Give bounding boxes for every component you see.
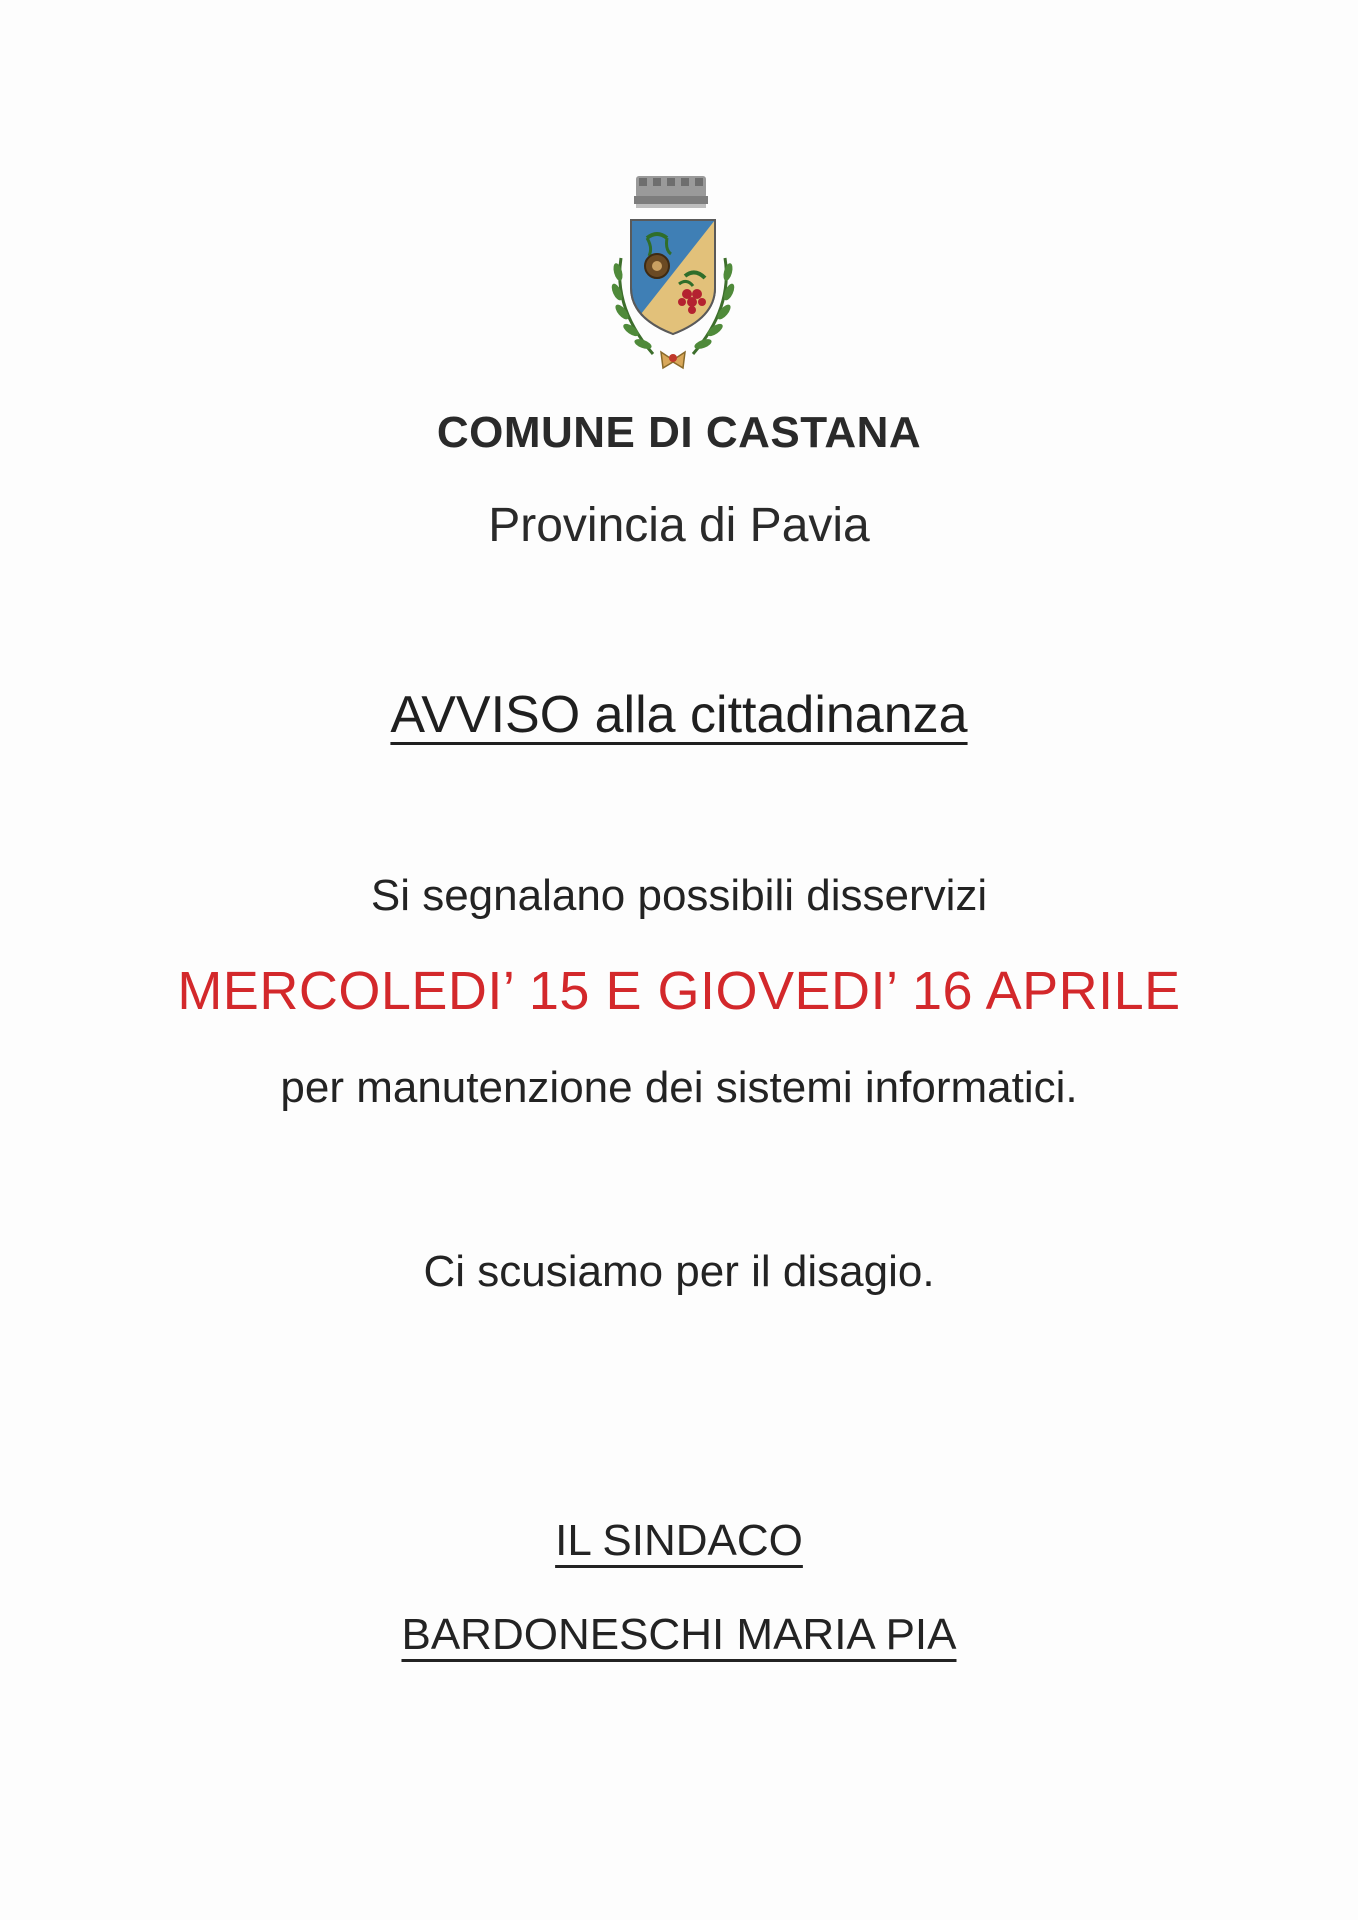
notice-apology: Ci scusiamo per il disagio.	[423, 1247, 935, 1296]
province-name: Provincia di Pavia	[488, 499, 870, 552]
signature-name	[0, 1610, 1358, 1660]
municipality-name: COMUNE DI CASTANA	[436, 408, 922, 457]
signature-role	[0, 1516, 1358, 1566]
ribbon-icon	[661, 352, 685, 368]
shield-icon	[631, 220, 715, 334]
crown-icon	[634, 176, 708, 208]
signature-name-text: BARDONESCHI MARIA PIA	[401, 1610, 957, 1659]
municipal-coat-of-arms-icon	[603, 168, 743, 376]
notice-title-text: AVVISO alla cittadinanza	[390, 686, 968, 744]
notice-dates: MERCOLEDI’ 15 E GIOVEDI’ 16 APRILE	[177, 961, 1181, 1021]
notice-intro: Si segnalano possibili disservizi	[370, 871, 988, 920]
signature-role-text: IL SINDACO	[555, 1516, 803, 1565]
notice-title	[0, 685, 1358, 745]
notice-reason: per manutenzione dei sistemi informatici.	[280, 1063, 1078, 1112]
